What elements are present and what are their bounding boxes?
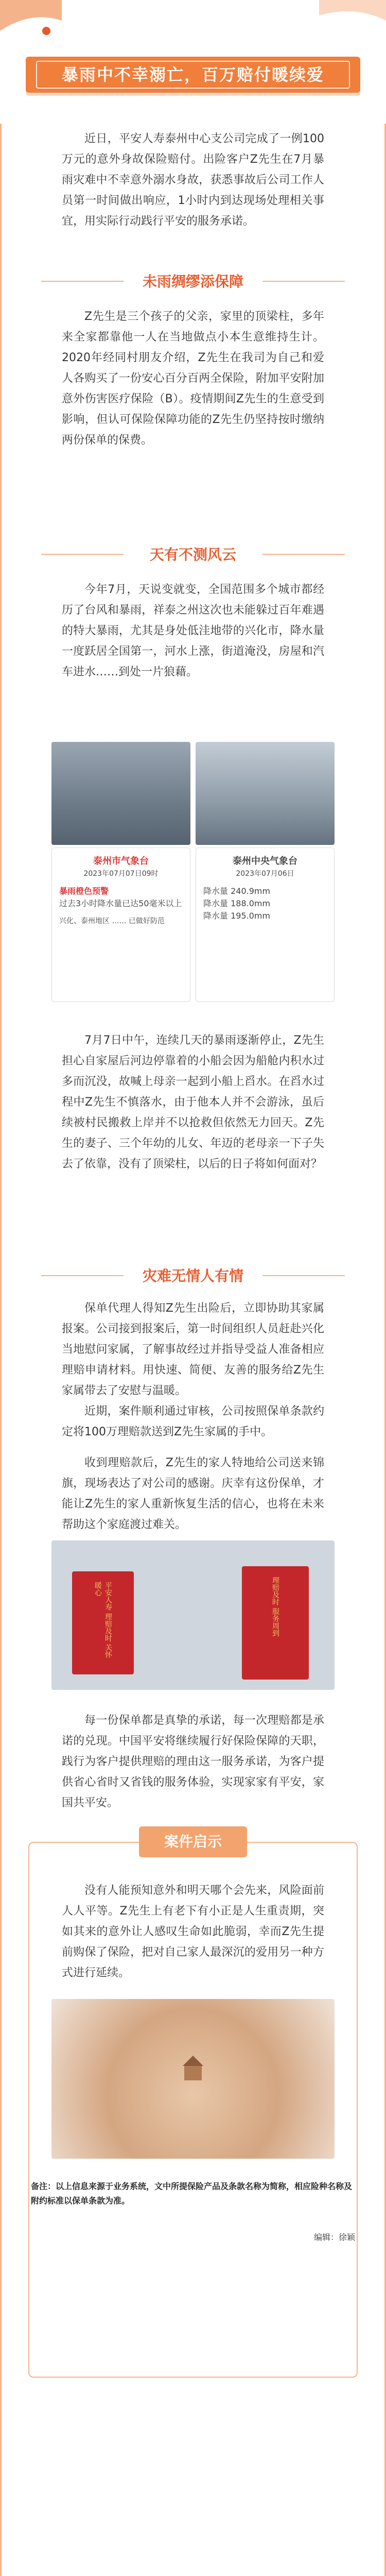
section3-paragraph-3: 收到理赔款后，Z先生的家人特地给公司送来锦旗，现场表达了对公司的感谢。庆幸有这份保单，才能让Z先生的家人重新恢复生活的信心，也将在未来帮助这个家庭渡过难关。: [62, 1456, 324, 1531]
section1-paragraph: Z先生是三个孩子的父亲，家里的顶梁柱，多年来全家都靠他一人在当地做点小本生意维持生计。2020年经同村朋友介绍，Z先生在我司为自己和爱人各购买了一份安心百分百两全保险，附加平安附加意外伤害医疗保险（B）。疫情期间Z先生的生意受到影响，但认可保险保障功能的Z先生仍坚持按时缴纳两份保单的保费。: [62, 310, 324, 447]
doc-title: 泰州中央气象台: [233, 856, 297, 867]
weather-warning-doc-right: [196, 848, 335, 1002]
section-title-3: [0, 1265, 386, 1285]
doc-subtitle: 2023年07月07日09时: [83, 870, 159, 878]
title-banner: [26, 57, 360, 93]
doc-line: 过去3小时降水量已达50毫米以上: [59, 899, 182, 908]
divider: [262, 554, 345, 555]
divider: [262, 281, 345, 282]
bird-icon: [42, 27, 50, 35]
section3-paragraph-1: 保单代理人得知Z先生出险后，立即协助其家属报案。公司接到报案后，第一时间组织人员赶赴兴化当地慰问家属，了解事故经过并指导受益人准备相应理赔申请材料。用快速、简便、友善的服务给Z先生家属带去了安慰与温暖。: [62, 1302, 324, 1397]
flood-photo-left: [51, 742, 190, 845]
doc-line: 降水量 240.9mm: [203, 886, 271, 896]
doc-footer: 兴化、泰州地区 …… 已做好防范: [59, 917, 165, 925]
section3-paragraph-4: 每一份保单都是真挚的承诺，每一次理赔都是承诺的兑现。中国平安将继续履行好保险保障的天职，践行为客户提供理赔的理由这一服务承诺，为客户提供省心省时又省钱的服务体验，实现家家有平安，家国共平安。: [62, 1714, 324, 1809]
banner-text: 平安人寿 理赔及时 关怀暖心: [94, 1582, 112, 1658]
leaf-decoration-icon: [0, 0, 62, 31]
divider: [41, 554, 124, 555]
section2-paragraph-2: 7月7日中午，连续几天的暴雨逐渐停止，Z先生担心自家屋后河边停靠着的小船会因为船舱内积水过多而沉没，故喊上母亲一起到小船上舀水。在舀水过程中Z先生不慎落水，由于他本人并不会游泳，虽后续被村民搬救上岸并不以抢救但依然无力回天。Z先生的妻子、三个年幼的儿女、年迈的老母亲一下子失去了依靠，没有了顶梁柱，以后的日子将如何面对？: [62, 1034, 324, 1171]
disclaimer-note: 备注：以上信息来源于业务系统，文中所提保险产品及条款名称为简称，相应险种名称及附约标准以保单条款为准。: [31, 2181, 353, 2206]
divider: [41, 1275, 124, 1276]
corner-decoration-icon: [319, 0, 386, 21]
silk-banner-right: [242, 1566, 309, 1680]
doc-line: 降水量 195.0mm: [203, 911, 271, 921]
section3-paragraph-2: 近期，案件顺利通过审核，公司按照保单条款约定将100万理赔款送到Z先生家属的手中。: [62, 1405, 324, 1438]
section2-paragraph-1: 今年7月，天说变就变，全国范围多个城市都经历了台风和暴雨，祥泰之州这次也未能躲过百年难遇的特大暴雨，尤其是身处低洼地带的兴化市，降水量一度跃居全国第一，河水上涨，街道淹没，房屋和汽车进水……到处一片狼藉。: [62, 583, 324, 679]
section-title-text: 灾难无情人有情: [142, 1267, 243, 1284]
flood-photo-right: [196, 742, 335, 845]
divider: [41, 281, 124, 282]
house-icon: [51, 1999, 335, 2159]
divider: [262, 1275, 345, 1276]
ceremony-photo: [51, 1540, 335, 1690]
section-title-text: 未雨绸缪添保障: [142, 273, 243, 290]
editor-credit: 编辑：徐颖: [313, 2232, 355, 2242]
page-title: 暴雨中不幸溺亡，百万赔付暖续爱: [61, 65, 324, 84]
doc-line: 暴雨橙色预警: [59, 886, 109, 896]
hands-house-photo: [51, 1999, 335, 2159]
silk-banner-left: [72, 1571, 134, 1674]
doc-line: 降水量 188.0mm: [203, 899, 271, 908]
section-title-text: 天有不测风云: [149, 546, 236, 563]
banner-text: 理赔及时 服务周到: [271, 1577, 279, 1637]
case-badge: 案件启示: [139, 1826, 247, 1857]
section-title-2: [0, 544, 386, 564]
intro-paragraph: 近日，平安人寿泰州中心支公司完成了一例100万元的意外身故保险赔付。出险客户Z先生在7月暴雨灾难中不幸意外溺水身故，获悉事故后公司工作人员第一时间做出响应，1小时内到达现场处理相关事宜，用实际行动践行平安的服务承诺。: [62, 132, 324, 228]
doc-subtitle: 2023年07月06日: [236, 870, 294, 878]
doc-title: 泰州市气象台: [93, 856, 149, 867]
weather-warning-doc-left: [51, 848, 190, 1002]
section4-paragraph: 没有人能预知意外和明天哪个会先来，风险面前人人平等。Z先生上有老下有小正是人生重责期，突如其来的意外让人感叹生命如此脆弱，幸而Z先生提前购保了保险，把对自己家人最深沉的爱用另一种方式进行延续。: [62, 1884, 324, 1979]
section-title-1: [0, 270, 386, 291]
